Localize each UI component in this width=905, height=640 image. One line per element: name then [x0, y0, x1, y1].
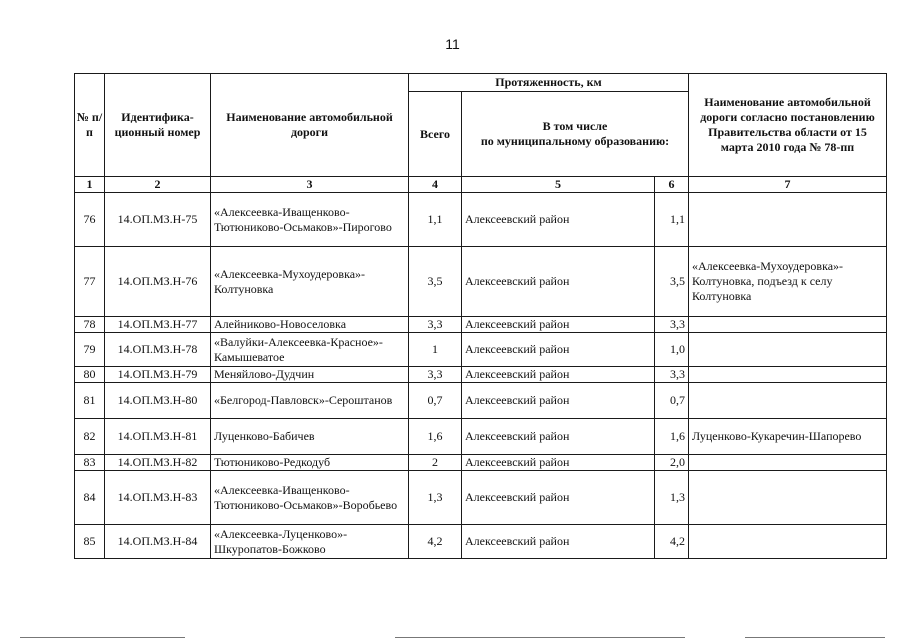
row-total: 1: [409, 333, 462, 367]
scan-artifact-line: [745, 637, 885, 638]
row-reg-name: «Алексеевка-Мухоудеровка»-Колтуновка, подъезд к селу Колтуновка: [689, 247, 887, 317]
header-length: Протяженность, км: [409, 74, 689, 92]
row-district: Алексеевский район: [462, 455, 655, 471]
column-number: 3: [211, 177, 409, 193]
table-row: [75, 247, 887, 317]
header-including: В том числе: [542, 119, 608, 133]
row-number: 77: [75, 247, 105, 317]
row-road-name: Тютюниково-Редкодуб: [211, 455, 409, 471]
row-district: Алексеевский район: [462, 525, 655, 559]
row-id: 14.ОП.МЗ.Н-78: [105, 333, 211, 367]
row-id: 14.ОП.МЗ.Н-77: [105, 317, 211, 333]
row-reg-name: [689, 193, 887, 247]
table-row: [75, 383, 887, 419]
table-row: [75, 193, 887, 247]
row-road-name: «Алексеевка-Мухоудеровка»-Колтуновка: [211, 247, 409, 317]
page-number: 11: [445, 36, 460, 52]
table-row: [75, 471, 887, 525]
row-reg-name: [689, 383, 887, 419]
row-length: 1,1: [655, 193, 689, 247]
row-id: 14.ОП.МЗ.Н-82: [105, 455, 211, 471]
row-district: Алексеевский район: [462, 193, 655, 247]
table-row: [75, 419, 887, 455]
row-road-name: Алейниково-Новоселовка: [211, 317, 409, 333]
column-number: 2: [105, 177, 211, 193]
row-road-name: Меняйлово-Дудчин: [211, 367, 409, 383]
column-number: 7: [689, 177, 887, 193]
header-reg-name: Наименование автомобильной дороги согласно постановлению Правительства области от 15 марта 2010 года № 78-пп: [689, 74, 887, 177]
row-number: 80: [75, 367, 105, 383]
row-id: 14.ОП.МЗ.Н-81: [105, 419, 211, 455]
row-total: 0,7: [409, 383, 462, 419]
row-number: 76: [75, 193, 105, 247]
row-total: 3,3: [409, 317, 462, 333]
row-number: 79: [75, 333, 105, 367]
row-length: 1,3: [655, 471, 689, 525]
row-district: Алексеевский район: [462, 471, 655, 525]
row-id: 14.ОП.МЗ.Н-79: [105, 367, 211, 383]
row-number: 85: [75, 525, 105, 559]
header-by-municipality: по муниципальному образованию:: [480, 134, 670, 148]
row-length: 0,7: [655, 383, 689, 419]
row-total: 1,1: [409, 193, 462, 247]
column-number: 4: [409, 177, 462, 193]
row-number: 84: [75, 471, 105, 525]
row-length: 3,3: [655, 317, 689, 333]
table-row: [75, 333, 887, 367]
row-total: 3,5: [409, 247, 462, 317]
row-reg-name: Луценково-Кукаречин-Шапорево: [689, 419, 887, 455]
roads-table: [74, 73, 887, 559]
column-number: 1: [75, 177, 105, 193]
row-number: 82: [75, 419, 105, 455]
row-length: 3,5: [655, 247, 689, 317]
row-id: 14.ОП.МЗ.Н-76: [105, 247, 211, 317]
row-reg-name: [689, 317, 887, 333]
table-row: [75, 525, 887, 559]
row-id: 14.ОП.МЗ.Н-75: [105, 193, 211, 247]
scan-artifact-line: [20, 637, 185, 638]
header-name: Наименование автомобильной дороги: [211, 74, 409, 177]
row-reg-name: [689, 471, 887, 525]
row-reg-name: [689, 525, 887, 559]
row-district: Алексеевский район: [462, 317, 655, 333]
row-total: 1,3: [409, 471, 462, 525]
row-total: 4,2: [409, 525, 462, 559]
row-total: 3,3: [409, 367, 462, 383]
row-number: 81: [75, 383, 105, 419]
row-road-name: «Белгород-Павловск»-Сероштанов: [211, 383, 409, 419]
row-district: Алексеевский район: [462, 367, 655, 383]
column-number: 6: [655, 177, 689, 193]
row-number: 83: [75, 455, 105, 471]
table-row: [75, 455, 887, 471]
header-municipality: [462, 92, 689, 177]
column-number: 5: [462, 177, 655, 193]
scan-artifact-line: [395, 637, 685, 638]
row-district: Алексеевский район: [462, 419, 655, 455]
row-id: 14.ОП.МЗ.Н-83: [105, 471, 211, 525]
row-road-name: «Алексеевка-Луценково»-Шкуропатов-Божково: [211, 525, 409, 559]
row-id: 14.ОП.МЗ.Н-84: [105, 525, 211, 559]
row-district: Алексеевский район: [462, 333, 655, 367]
row-road-name: «Валуйки-Алексеевка-Красное»-Камышеватое: [211, 333, 409, 367]
header-total: Всего: [409, 92, 462, 177]
table-row: [75, 367, 887, 383]
row-length: 4,2: [655, 525, 689, 559]
row-total: 1,6: [409, 419, 462, 455]
row-reg-name: [689, 333, 887, 367]
table-row: [75, 317, 887, 333]
row-id: 14.ОП.МЗ.Н-80: [105, 383, 211, 419]
row-district: Алексеевский район: [462, 247, 655, 317]
row-reg-name: [689, 367, 887, 383]
row-road-name: Луценково-Бабичев: [211, 419, 409, 455]
row-district: Алексеевский район: [462, 383, 655, 419]
row-length: 1,0: [655, 333, 689, 367]
row-length: 3,3: [655, 367, 689, 383]
header-id: Идентифика-ционный номер: [105, 74, 211, 177]
row-road-name: «Алексеевка-Иващенково-Тютюниково-Осьмаков»-Пирогово: [211, 193, 409, 247]
column-numbers-row: [75, 177, 887, 193]
row-length: 1,6: [655, 419, 689, 455]
row-number: 78: [75, 317, 105, 333]
row-reg-name: [689, 455, 887, 471]
row-total: 2: [409, 455, 462, 471]
row-road-name: «Алексеевка-Иващенково-Тютюниково-Осьмаков»-Воробьево: [211, 471, 409, 525]
row-length: 2,0: [655, 455, 689, 471]
header-num: № п/п: [75, 74, 105, 177]
